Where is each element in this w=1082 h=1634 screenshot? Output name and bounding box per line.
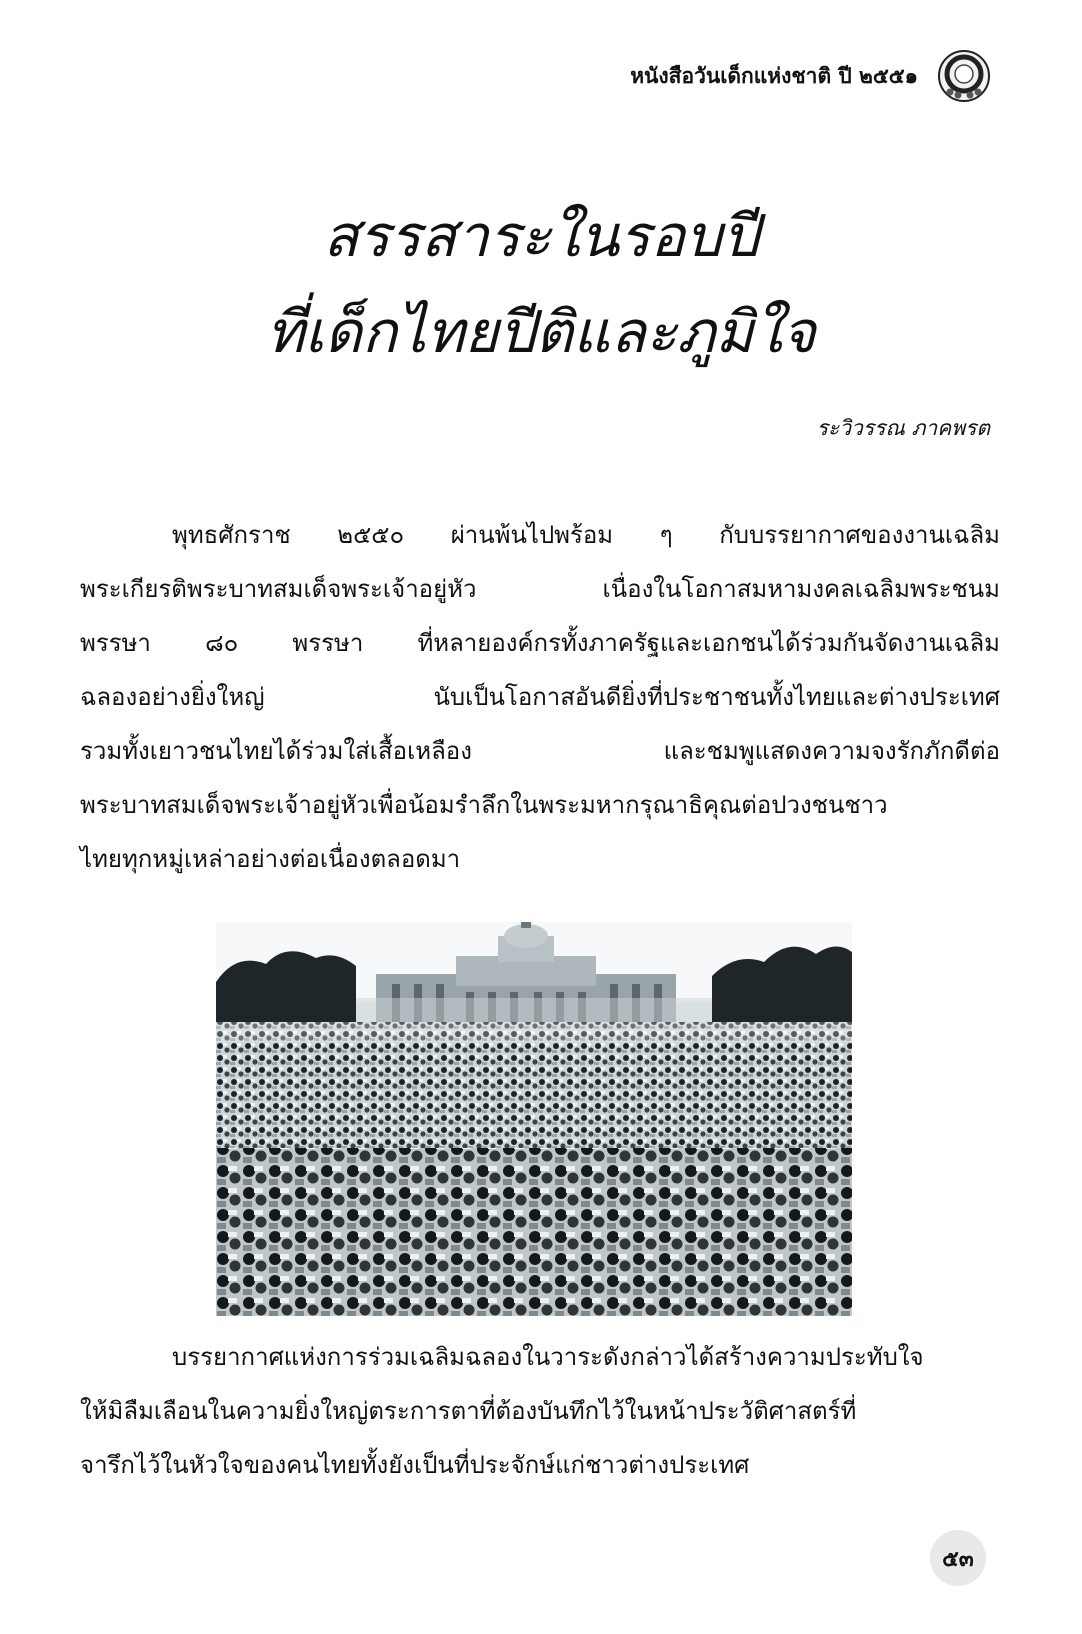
paragraph-line: ฉลองอย่างยิ่งใหญ่ นับเป็นโอกาสอันดียิ่งที่ประชาชนทั้งไทยและต่างประเทศ [80,683,1000,711]
paragraph-line: จารึกไว้ในหัวใจของคนไทยทั้งยังเป็นที่ประจักษ์แก่ชาวต่างประเทศ [80,1451,750,1479]
paragraph-line: พุทธศักราช ๒๕๕๐ ผ่านพ้นไปพร้อม ๆ กับบรรยากาศของงานเฉลิม [172,521,1000,549]
national-children-day-emblem-icon [936,48,992,104]
book-title: หนังสือวันเด็กแห่งชาติ ปี ๒๕๕๑ [630,63,918,88]
paragraph-line: พระเกียรติพระบาทสมเด็จพระเจ้าอยู่หัว เนื่องในโอกาสมหามงคลเฉลิมพระชนม [80,575,1000,603]
crowd-at-throne-hall-photo [216,922,852,1316]
body-paragraph-2 [80,1330,1000,1492]
page-header [630,48,992,104]
article-title [0,188,1082,380]
article-title-line-1: สรรสาระในรอบปี [323,202,759,270]
paragraph-line: บรรยากาศแห่งการร่วมเฉลิมฉลองในวาระดังกล่าวได้สร้างความประทับใจ [172,1343,924,1371]
article-title-line-2: ที่เด็กไทยปีติและภูมิใจ [266,298,816,366]
paragraph-line: พรรษา ๘๐ พรรษา ที่หลายองค์กรทั้งภาครัฐและเอกชนได้ร่วมกันจัดงานเฉลิม [80,629,1000,657]
body-paragraph-1 [80,508,1000,886]
paragraph-line: พระบาทสมเด็จพระเจ้าอยู่หัวเพื่อน้อมรำลึกในพระมหากรุณาธิคุณต่อปวงชนชาว [80,791,888,819]
paragraph-line: รวมทั้งเยาวชนไทยได้ร่วมใส่เสื้อเหลือง และชมพูแสดงความจงรักภักดีต่อ [80,737,1000,765]
page-number: ๕๓ [930,1530,986,1586]
author-byline: ระวิวรรณ ภาคพรต [816,416,990,440]
paragraph-line: ไทยทุกหมู่เหล่าอย่างต่อเนื่องตลอดมา [80,845,461,873]
paragraph-line: ให้มิลืมเลือนในความยิ่งใหญ่ตระการตาที่ต้องบันทึกไว้ในหน้าประวัติศาสตร์ที่ [80,1397,857,1425]
